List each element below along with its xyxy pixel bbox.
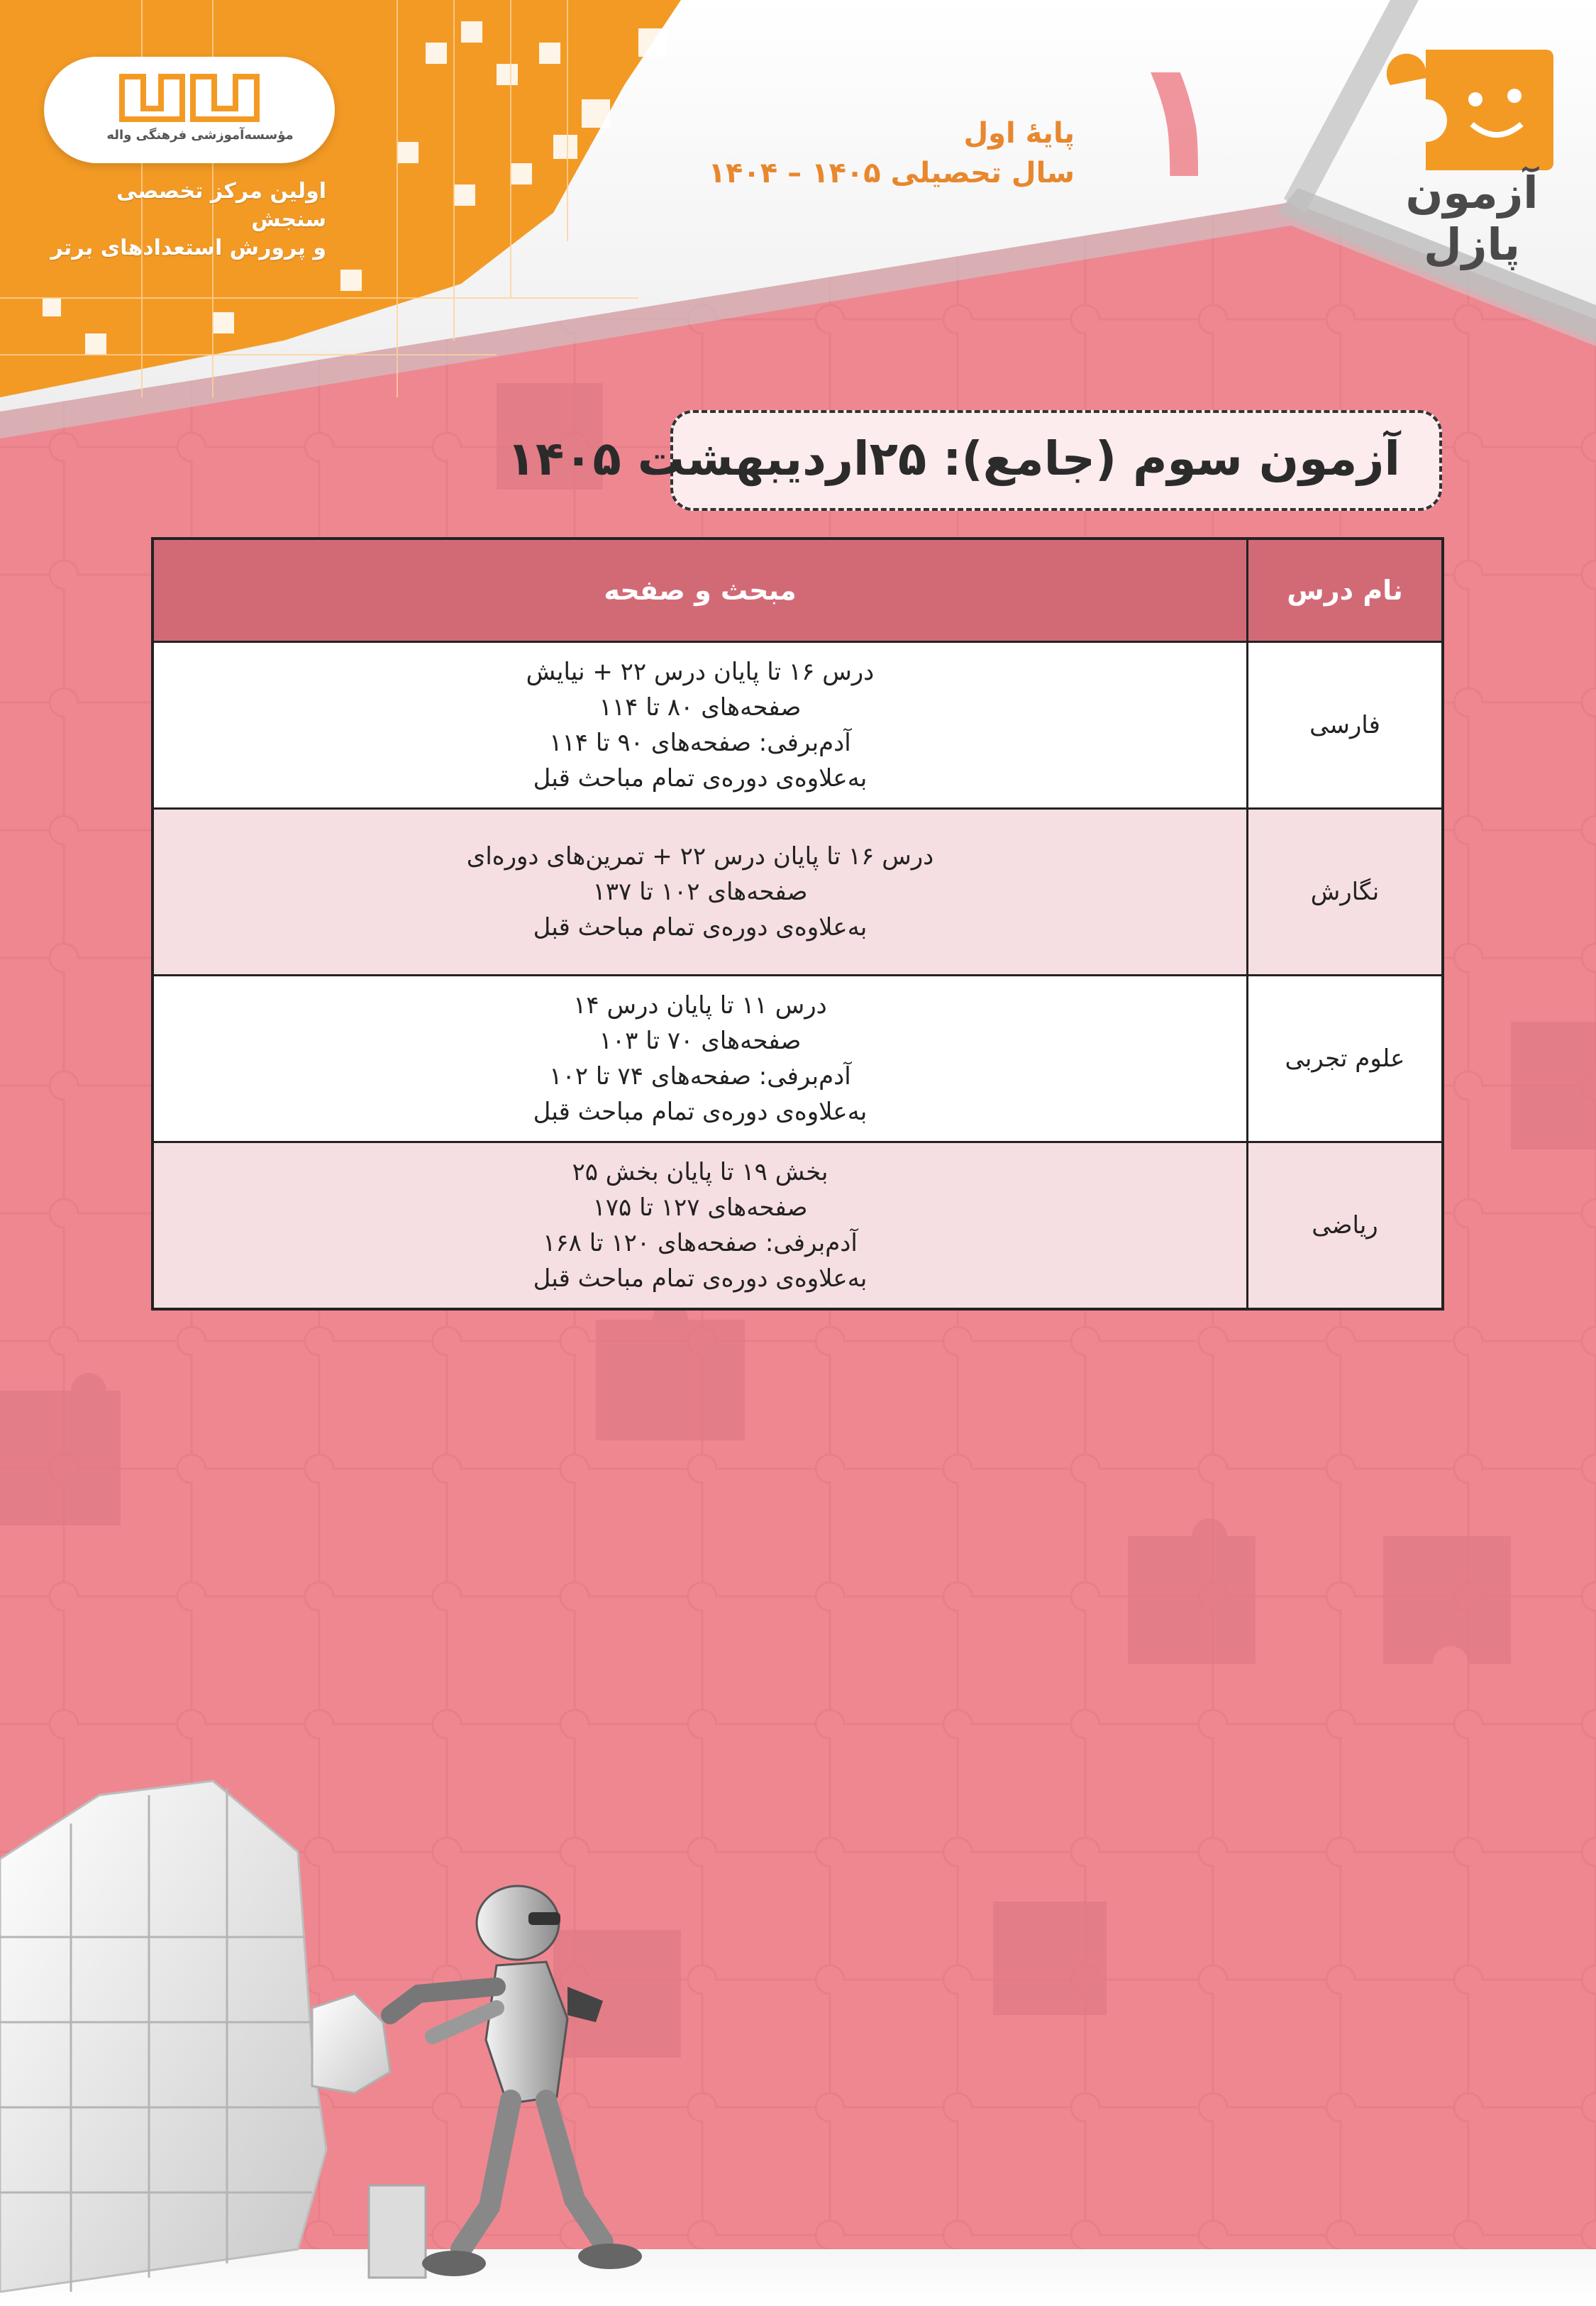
- topics-cell: [153, 1142, 1248, 1310]
- tagline-line-2: و پرورش استعدادهای برتر: [50, 236, 326, 260]
- exam-title: آزمون سوم (جامع): ۲۵اردیبهشت ۱۴۰۵: [506, 431, 1400, 486]
- topic-line: درس ۱۶ تا پایان درس ۲۲ + تمرین‌های دوره‌ای: [466, 842, 934, 871]
- table-row: [153, 1142, 1443, 1310]
- topic-line: به‌علاوه‌ی دوره‌ی تمام مباحث قبل: [533, 764, 868, 793]
- table-row: [153, 809, 1443, 976]
- brand-name: آزمون پازل: [1405, 167, 1539, 270]
- subject-cell: ریاضی: [1248, 1142, 1443, 1310]
- exam-schedule-table: [151, 537, 1444, 1311]
- topic-line: به‌علاوه‌ی دوره‌ی تمام مباحث قبل: [533, 913, 868, 942]
- topic-line: آدم‌برفی: صفحه‌های ۱۲۰ تا ۱۶۸: [543, 1229, 858, 1257]
- topic-line: به‌علاوه‌ی دوره‌ی تمام مباحث قبل: [533, 1264, 868, 1293]
- topic-line: صفحه‌های ۸۰ تا ۱۱۴: [599, 693, 802, 722]
- walleh-logo-subtitle: مؤسسه‌آموزشی فرهنگی واله: [106, 128, 294, 143]
- topic-line: صفحه‌های ۷۰ تا ۱۰۳: [599, 1027, 802, 1055]
- walleh-logo-mark: [115, 70, 271, 126]
- topic-line: درس ۱۱ تا پایان درس ۱۴: [573, 991, 827, 1020]
- topic-line: صفحه‌های ۱۲۷ تا ۱۷۵: [592, 1193, 808, 1222]
- topic-line: صفحه‌های ۱۰۲ تا ۱۳۷: [592, 878, 808, 906]
- header-topics: مبحث و صفحه: [153, 539, 1248, 642]
- exam-title-box: [506, 410, 1442, 511]
- tagline-line-1: اولین مرکز تخصصی سنجش: [116, 179, 326, 232]
- grade-number: ۱: [1128, 26, 1228, 215]
- topics-cell: [153, 809, 1248, 976]
- academic-year: سال تحصیلی ۱۴۰۵ – ۱۴۰۴: [708, 157, 1075, 189]
- topic-line: آدم‌برفی: صفحه‌های ۹۰ تا ۱۱۴: [549, 729, 851, 757]
- grade-info: [649, 114, 1075, 193]
- subject-cell: علوم تجربی: [1248, 976, 1443, 1142]
- topics-cell: [153, 642, 1248, 809]
- table-row: [153, 642, 1443, 809]
- subject-cell: نگارش: [1248, 809, 1443, 976]
- topic-line: درس ۱۶ تا پایان درس ۲۲ + نیایش: [526, 658, 875, 686]
- topic-line: بخش ۱۹ تا پایان بخش ۲۵: [572, 1158, 829, 1186]
- walleh-logo: [44, 57, 335, 163]
- institute-tagline: [43, 177, 326, 263]
- header-subject: نام درس: [1248, 539, 1443, 642]
- table-row: [153, 976, 1443, 1142]
- topics-cell: [153, 976, 1248, 1142]
- topic-line: به‌علاوه‌ی دوره‌ی تمام مباحث قبل: [533, 1098, 868, 1126]
- robot-figure: [390, 1886, 642, 2276]
- subject-cell: فارسی: [1248, 642, 1443, 809]
- topic-line: آدم‌برفی: صفحه‌های ۷۴ تا ۱۰۲: [549, 1062, 851, 1091]
- robot-puzzle-illustration: [0, 1753, 674, 2306]
- table-header-row: [153, 539, 1443, 642]
- grade-label: پایهٔ اول: [963, 117, 1075, 150]
